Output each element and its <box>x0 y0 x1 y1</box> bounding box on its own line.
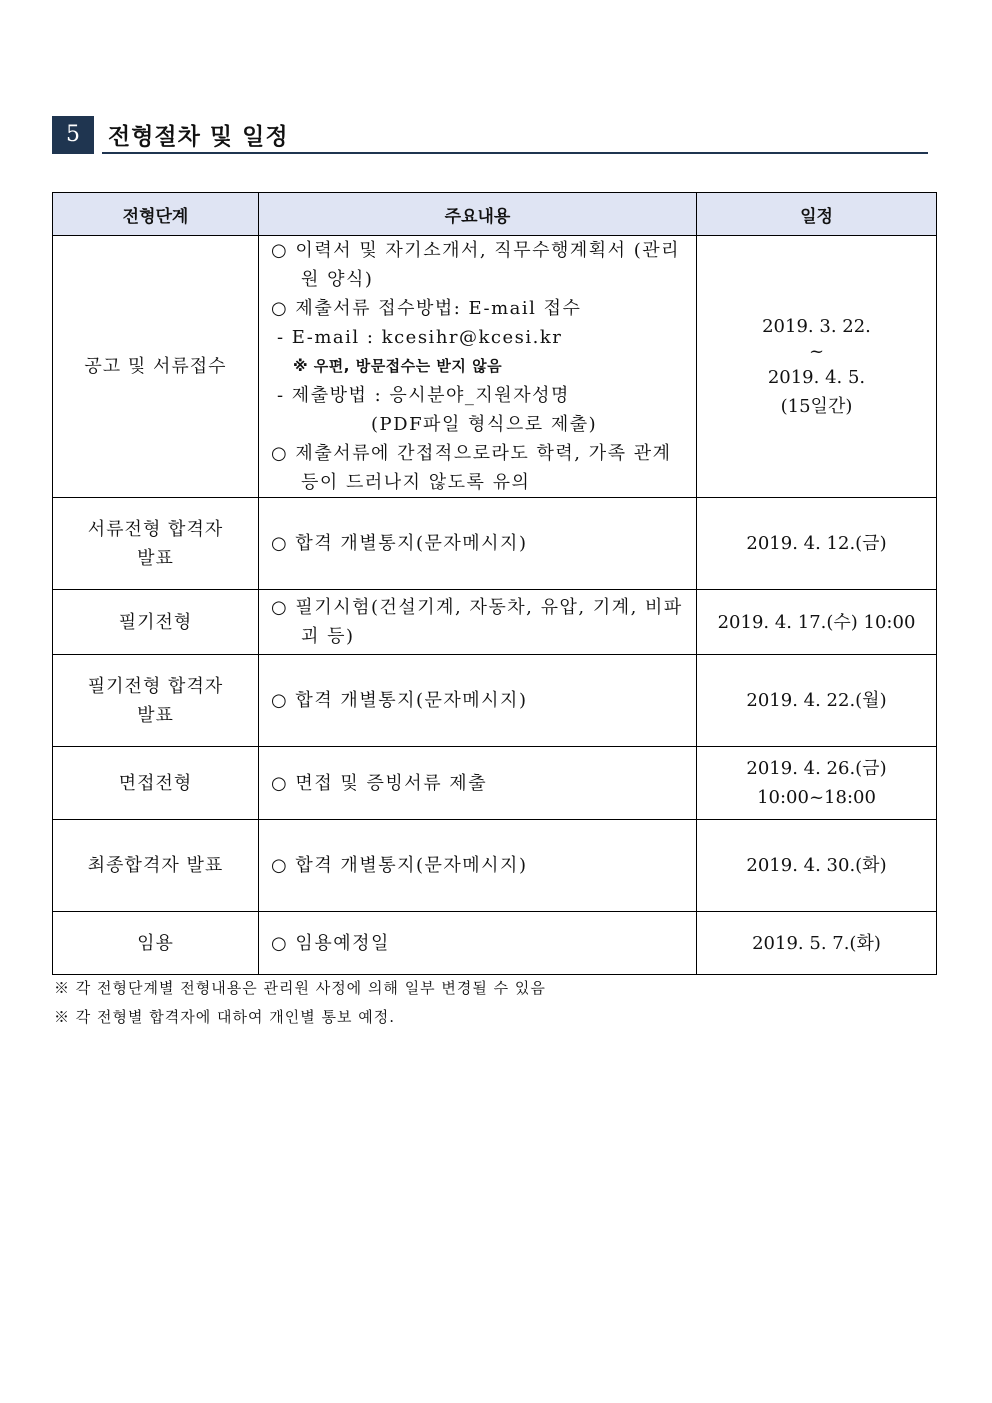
content-cell <box>259 498 697 590</box>
header-stage: 전형단계 <box>53 193 259 236</box>
content-item: ○ 제출서류에 간접적으로라도 학력, 가족 관계 등이 드러나지 않도록 유의 <box>271 443 672 493</box>
stage-cell <box>53 498 259 590</box>
content-cell <box>259 912 697 975</box>
date-line: 10:00~18:00 <box>757 787 876 808</box>
content-item: ○ 면접 및 증빙서류 제출 <box>271 772 488 794</box>
content-cell <box>259 590 697 655</box>
content-cell <box>259 820 697 912</box>
table-row <box>53 590 937 655</box>
table-row <box>53 912 937 975</box>
stage-label: 최종합격자 발표 <box>87 855 224 876</box>
table-header-row <box>53 193 937 236</box>
date-cell <box>697 655 937 747</box>
header-date: 일정 <box>697 193 937 236</box>
table-row <box>53 655 937 747</box>
stage-cell <box>53 236 259 498</box>
content-cell <box>259 655 697 747</box>
stage-label: 면접전형 <box>118 772 193 794</box>
date-line: (15일간) <box>780 396 853 417</box>
table-row <box>53 820 937 912</box>
stage-label: 발표 <box>137 547 174 569</box>
content-item: ○ 합격 개별통지(문자메시지) <box>271 855 528 876</box>
section-divider <box>102 152 928 154</box>
table-row <box>53 498 937 590</box>
content-item: ○ 합격 개별통지(문자메시지) <box>271 690 528 711</box>
stage-label: 공고 및 서류접수 <box>84 356 227 377</box>
stage-cell <box>53 747 259 820</box>
date-cell <box>697 820 937 912</box>
content-note: ※ 우편, 방문접수는 받지 않음 <box>293 357 503 375</box>
date-line: 2019. 4. 12.(금) <box>746 533 887 554</box>
date-cell <box>697 912 937 975</box>
content-item: ○ 합격 개별통지(문자메시지) <box>271 533 528 554</box>
content-item: ○ 필기시험(건설기계, 자동차, 유압, 기계, 비파괴 등) <box>271 597 683 647</box>
footnotes <box>54 974 546 1032</box>
content-item: - E-mail : kcesihr@kcesi.kr <box>277 327 563 348</box>
stage-cell <box>53 590 259 655</box>
content-item: ○ 제출서류 접수방법: E-mail 접수 <box>271 298 582 319</box>
date-line: 2019. 4. 5. <box>767 367 866 388</box>
stage-label: 필기전형 <box>118 611 193 633</box>
footnote: ※ 각 전형별 합격자에 대하여 개인별 통보 예정. <box>54 1008 395 1026</box>
stage-cell <box>53 820 259 912</box>
date-line: 2019. 4. 26.(금) <box>746 758 887 779</box>
stage-cell <box>53 912 259 975</box>
content-item: (PDF파일 형식으로 제출) <box>371 414 598 435</box>
stage-cell <box>53 655 259 747</box>
section-header <box>52 116 928 156</box>
date-line: 2019. 4. 17.(수) 10:00 <box>717 611 916 633</box>
date-cell <box>697 498 937 590</box>
table-row <box>53 747 937 820</box>
date-line: ~ <box>808 341 825 362</box>
stage-label: 발표 <box>137 704 174 726</box>
header-content: 주요내용 <box>259 193 697 236</box>
footnote: ※ 각 전형단계별 전형내용은 관리원 사정에 의해 일부 변경될 수 있음 <box>54 979 546 997</box>
date-line: 2019. 5. 7.(화) <box>752 932 881 954</box>
date-cell <box>697 747 937 820</box>
stage-label: 임용 <box>137 932 174 954</box>
date-line: 2019. 4. 22.(월) <box>746 690 887 711</box>
content-item: - 제출방법 : 응시분야_지원자성명 <box>277 385 570 406</box>
section-number: 5 <box>52 116 94 154</box>
date-line: 2019. 3. 22. <box>762 316 871 337</box>
date-line: 2019. 4. 30.(화) <box>746 855 887 876</box>
stage-label: 서류전형 합격자 <box>87 518 224 540</box>
content-item: ○ 이력서 및 자기소개서, 직무수행계획서 (관리원 양식) <box>271 240 681 290</box>
date-cell <box>697 590 937 655</box>
section-title: 전형절차 및 일정 <box>108 124 289 150</box>
stage-label: 필기전형 합격자 <box>87 675 224 697</box>
content-cell <box>259 236 697 498</box>
schedule-table <box>52 192 937 975</box>
content-cell <box>259 747 697 820</box>
content-item: ○ 임용예정일 <box>271 932 390 954</box>
date-cell <box>697 236 937 498</box>
table-row <box>53 236 937 498</box>
